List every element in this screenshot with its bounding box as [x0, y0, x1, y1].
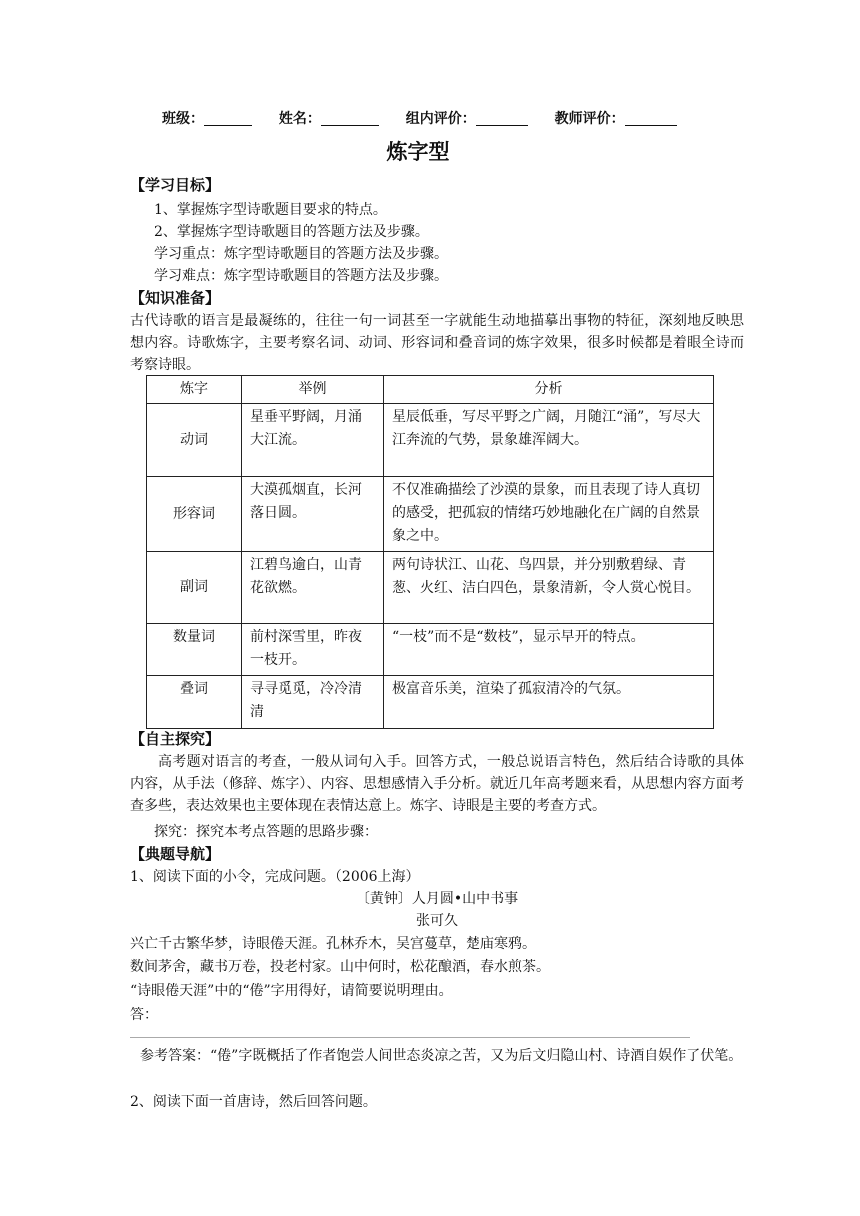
analysis-cell: 两句诗状江、山花、鸟四景，并分别敷碧绿、青葱、火红、洁白四色，景象清新，令人赏心悦目。 — [384, 552, 714, 624]
word-type-cell: 形容词 — [147, 477, 242, 552]
example-cell: 星垂平野阔，月涌大江流。 — [242, 404, 384, 477]
reference-answer: 参考答案：“倦”字既概括了作者饱尝人间世态炎凉之苦，又为后文归隐山村、诗酒自娱作了伏笔。 — [140, 1048, 743, 1064]
knowledge-intro: 古代诗歌的语言是最凝练的，往往一句一词甚至一字就能生动地描摹出事物的特征，深刻地反映思想内容。诗歌炼字，主要考察名词、动词、形容词和叠音词的炼字效果，很多时候都是着眼全诗而考察诗眼。 — [130, 313, 744, 373]
group-eval-label: 组内评价： — [405, 111, 476, 127]
analysis-cell: 不仅准确描绘了沙漠的景象，而且表现了诗人真切的感受，把孤寂的情绪巧妙地融化在广阔的自然景象之中。 — [384, 477, 714, 552]
poem-line: 兴亡千古繁华梦，诗眼倦天涯。孔林乔木，吴宫蔓草，楚庙寒鸦。 — [130, 936, 536, 952]
table-row — [147, 552, 714, 624]
teacher-eval-blank[interactable] — [625, 111, 677, 126]
example-cell: 江碧鸟逾白，山青花欲燃。 — [242, 552, 384, 624]
example-cell: 前村深雪里，昨夜一枝开。 — [242, 624, 384, 676]
group-eval-blank[interactable] — [476, 111, 528, 126]
knowledge-heading: 【知识准备】 — [130, 289, 221, 307]
teacher-eval-label: 教师评价： — [554, 111, 625, 127]
table-row — [147, 404, 714, 477]
example-cell: 大漠孤烟直，长河落日圆。 — [242, 477, 384, 552]
column-header: 炼字 — [147, 376, 242, 404]
explore-paragraph: 高考题对语言的考查，一般从词句入手。回答方式，一般总说语言特色，然后结合诗歌的具体内容，从手法（修辞、炼字）、内容、思想感情入手分析。就近几年高考题来看，从思想内容方面考查多些，表达效果也主要体现在表情达意上。炼字、诗眼是主要的考查方式。 — [130, 754, 744, 814]
question-1: 1、阅读下面的小令，完成问题。（2006上海） — [130, 869, 420, 885]
difficult-point: 学习难点：炼字型诗歌题目的答题方法及步骤。 — [154, 268, 448, 284]
answer-divider — [130, 1037, 690, 1038]
table-row — [147, 624, 714, 676]
word-type-cell: 数量词 — [147, 624, 242, 676]
name-label: 姓名： — [278, 111, 321, 127]
key-point: 学习重点：炼字型诗歌题目的答题方法及步骤。 — [154, 246, 448, 262]
table-row — [147, 477, 714, 552]
analysis-cell: 极富音乐美，渲染了孤寂清冷的气氛。 — [384, 676, 714, 729]
goals-heading: 【学习目标】 — [130, 176, 221, 194]
student-info-header — [162, 108, 677, 128]
poem-line: 数间茅舍，藏书万卷，投老村家。山中何时，松花酿酒，春水煎茶。 — [130, 959, 550, 975]
column-header: 分析 — [384, 376, 714, 404]
explore-task: 探究：探究本考点答题的思路步骤： — [154, 824, 378, 840]
word-type-cell: 副词 — [147, 552, 242, 624]
goal-item: 2、掌握炼字型诗歌题目的答题方法及步骤。 — [154, 224, 429, 240]
table-header-row — [147, 376, 714, 404]
analysis-cell: 星辰低垂，写尽平野之广阔，月随江“涌”，写尽大江奔流的气势，景象雄浑阔大。 — [384, 404, 714, 477]
question-prompt: “诗眼倦天涯”中的“倦”字用得好，请简要说明理由。 — [130, 983, 453, 999]
class-label: 班级： — [162, 111, 204, 127]
guide-heading: 【典题导航】 — [130, 845, 221, 863]
answer-label: 答： — [130, 1007, 158, 1023]
name-field — [279, 108, 379, 128]
question-2: 2、阅读下面一首唐诗，然后回答问题。 — [130, 1094, 377, 1110]
example-cell: 寻寻觅觅，冷冷清清 — [242, 676, 384, 729]
group-eval-field — [406, 108, 528, 128]
explore-heading: 【自主探究】 — [130, 730, 221, 748]
table-row — [147, 676, 714, 729]
word-type-cell: 叠词 — [147, 676, 242, 729]
poem-author: 张可久 — [416, 913, 458, 929]
teacher-eval-field — [555, 108, 677, 128]
word-refining-table — [146, 375, 714, 729]
poem-title: 〔黄钟〕人月圆•山中书事 — [355, 891, 519, 907]
class-blank[interactable] — [204, 111, 252, 126]
analysis-cell: “一枝”而不是“数枝”，显示早开的特点。 — [384, 624, 714, 676]
page-title: 炼字型 — [386, 139, 450, 164]
goal-item: 1、掌握炼字型诗歌题目要求的特点。 — [154, 202, 387, 218]
column-header: 举例 — [242, 376, 384, 404]
name-blank[interactable] — [321, 111, 379, 126]
word-type-cell: 动词 — [147, 404, 242, 477]
class-field — [162, 108, 252, 128]
